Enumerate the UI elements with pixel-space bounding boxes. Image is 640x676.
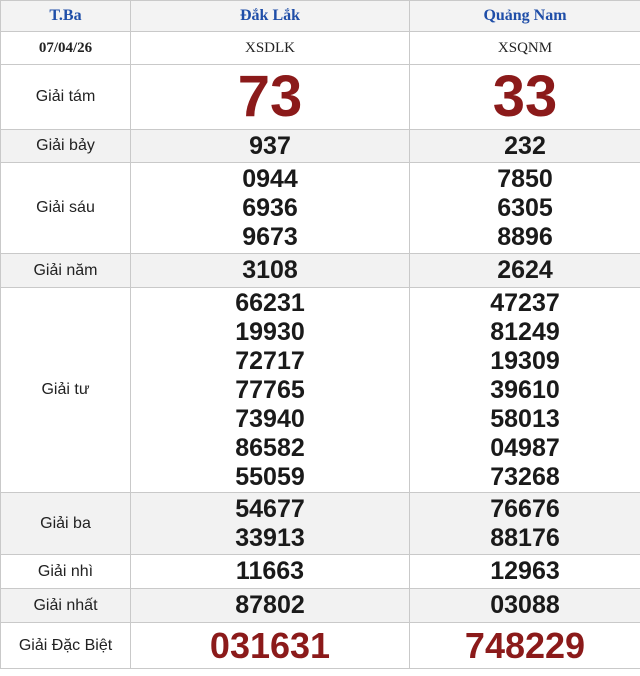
prize-row-g5 [1, 254, 640, 288]
number-list [410, 165, 640, 252]
lottery-number: 232 [504, 131, 546, 160]
prize-row-g3 [1, 493, 640, 555]
prize-cell [131, 65, 410, 130]
lottery-number: 47237 [490, 288, 560, 317]
province-dak-lak[interactable]: Đắk Lắk [131, 1, 410, 32]
prize-row-g8 [1, 65, 640, 130]
number-list [410, 624, 640, 668]
number-list [410, 495, 640, 553]
lottery-number: 6936 [242, 193, 298, 222]
lottery-number: 19930 [235, 317, 305, 346]
prize-label: Giải ba [1, 493, 131, 555]
lottery-number: 72717 [235, 346, 305, 375]
lottery-number: 748229 [464, 624, 586, 666]
subheader-row [1, 32, 640, 65]
lottery-number: 77765 [235, 375, 305, 404]
prize-label: Giải tư [1, 288, 131, 493]
lottery-number: 8896 [497, 222, 553, 251]
weekday-label: T.Ba [1, 1, 131, 32]
number-list [410, 591, 640, 620]
lottery-number: 73268 [490, 462, 560, 491]
lottery-number: 55059 [235, 462, 305, 491]
lottery-number: 11663 [235, 557, 305, 585]
lottery-number: 86582 [235, 433, 305, 462]
prize-cell [131, 555, 410, 589]
prize-row-g6 [1, 163, 640, 254]
lottery-number: 3108 [242, 256, 298, 284]
number-list [131, 495, 409, 553]
number-list [131, 624, 409, 668]
lottery-number: 04987 [490, 433, 560, 462]
prize-cell [410, 65, 640, 130]
lottery-number: 39610 [490, 375, 560, 404]
prize-label: Giải Đặc Biệt [1, 623, 131, 669]
header-row [1, 1, 640, 32]
lottery-number: 7850 [497, 164, 553, 193]
lottery-number: 12963 [490, 557, 560, 585]
lottery-number: 81249 [490, 317, 560, 346]
number-list [131, 65, 409, 129]
number-list [131, 165, 409, 252]
prize-cell [131, 254, 410, 288]
lottery-number: 73 [237, 64, 303, 129]
prize-label: Giải nhì [1, 555, 131, 589]
lottery-number: 66231 [235, 288, 305, 317]
number-list [131, 256, 409, 285]
prize-cell [131, 493, 410, 555]
lottery-number: 76676 [490, 494, 560, 523]
lottery-number: 031631 [209, 624, 331, 666]
lottery-number: 03088 [490, 591, 560, 619]
draw-date: 07/04/26 [1, 32, 131, 65]
prize-cell [410, 288, 640, 493]
prize-label: Giải tám [1, 65, 131, 130]
lottery-number: 2624 [497, 256, 553, 284]
prize-label: Giải bảy [1, 130, 131, 163]
lottery-number: 33913 [235, 523, 305, 552]
prize-label: Giải năm [1, 254, 131, 288]
prize-cell [131, 589, 410, 623]
lottery-number: 33 [492, 64, 558, 129]
lottery-number: 9673 [242, 222, 298, 251]
number-list [410, 289, 640, 492]
prize-cell [131, 288, 410, 493]
prize-row-special [1, 623, 640, 669]
prize-cell [410, 623, 640, 669]
prize-row-g2 [1, 555, 640, 589]
prize-cell [131, 623, 410, 669]
lottery-number: 6305 [497, 193, 553, 222]
lottery-number: 0944 [242, 164, 298, 193]
lottery-number: 937 [249, 131, 291, 160]
number-list [131, 591, 409, 620]
prize-cell [410, 589, 640, 623]
lottery-number: 88176 [490, 523, 560, 552]
prize-cell [410, 254, 640, 288]
lottery-number: 54677 [235, 494, 305, 523]
number-list [410, 65, 640, 129]
number-list [410, 557, 640, 586]
code-quang-nam: XSQNM [410, 32, 640, 65]
prize-cell [131, 163, 410, 254]
code-dak-lak: XSDLK [131, 32, 410, 65]
prize-row-g1 [1, 589, 640, 623]
prize-row-g4 [1, 288, 640, 493]
province-quang-nam[interactable]: Quảng Nam [410, 1, 640, 32]
prize-row-g7 [1, 130, 640, 163]
lottery-number: 87802 [235, 591, 305, 619]
number-list [131, 132, 409, 161]
prize-cell [410, 163, 640, 254]
prize-cell [410, 130, 640, 163]
lottery-number: 73940 [235, 404, 305, 433]
lottery-number: 58013 [490, 404, 560, 433]
prize-cell [410, 555, 640, 589]
number-list [410, 132, 640, 161]
number-list [131, 289, 409, 492]
number-list [410, 256, 640, 285]
prize-label: Giải sáu [1, 163, 131, 254]
number-list [131, 557, 409, 586]
prize-label: Giải nhất [1, 589, 131, 623]
lottery-number: 19309 [490, 346, 560, 375]
prize-cell [410, 493, 640, 555]
prize-cell [131, 130, 410, 163]
